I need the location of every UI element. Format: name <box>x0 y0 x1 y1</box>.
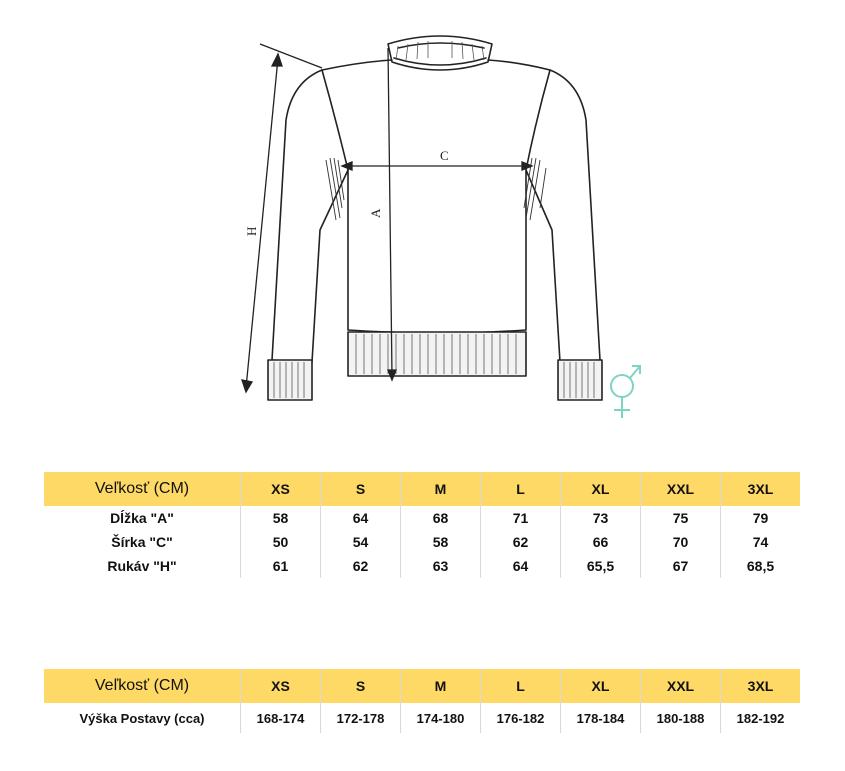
size-header: M <box>401 669 481 703</box>
table-cell: 172-178 <box>321 703 401 733</box>
row-label: Šírka "C" <box>44 530 241 554</box>
sweatshirt-body <box>272 60 600 362</box>
header-label: Veľkosť (CM) <box>44 472 241 506</box>
size-header: XS <box>241 669 321 703</box>
table-row <box>44 554 800 578</box>
table-cell: 174-180 <box>401 703 481 733</box>
height-table <box>44 669 800 733</box>
right-cuff <box>558 360 602 400</box>
table-cell: 79 <box>752 510 769 526</box>
table-cell: 63 <box>401 554 481 578</box>
table-cell: 62 <box>481 530 561 554</box>
table-cell: 180-188 <box>641 703 721 733</box>
measurements-table <box>44 472 800 578</box>
size-header: 3XL <box>721 669 801 703</box>
size-header: XXL <box>641 669 721 703</box>
table-cell: 168-174 <box>241 703 321 733</box>
table-cell: 64 <box>321 506 401 530</box>
table-cell: 70 <box>641 530 721 554</box>
row-label: Dĺžka "A" <box>44 506 241 530</box>
height-header-row <box>44 669 800 703</box>
measure-label-a: A <box>368 208 383 218</box>
table-cell: 182-192 <box>736 710 785 726</box>
male-female-symbol-icon <box>611 366 640 418</box>
table-cell: 58 <box>401 530 481 554</box>
measure-label-h: H <box>244 226 259 236</box>
size-header: XL <box>561 472 641 506</box>
measure-label-c: C <box>440 148 449 163</box>
table-cell: 73 <box>561 506 641 530</box>
table-row <box>44 703 800 733</box>
table-cell: 65,5 <box>561 554 641 578</box>
table-cell: 68 <box>401 506 481 530</box>
row-label: Rukáv "H" <box>44 554 241 578</box>
left-cuff <box>268 360 312 400</box>
table-cell: 71 <box>481 506 561 530</box>
table-cell: 50 <box>241 530 321 554</box>
table-cell: 64 <box>481 554 561 578</box>
table-cell: 54 <box>321 530 401 554</box>
table-cell: 74 <box>752 534 769 550</box>
table-cell: 61 <box>241 554 321 578</box>
table-cell: 176-182 <box>481 703 561 733</box>
table-cell: 68,5 <box>746 558 775 574</box>
size-header: XS <box>241 472 321 506</box>
size-header: 3XL <box>721 472 801 506</box>
table-cell: 67 <box>641 554 721 578</box>
table-row <box>44 530 800 554</box>
header-label: Veľkosť (CM) <box>44 669 241 703</box>
size-header: XL <box>561 669 641 703</box>
table-cell: 178-184 <box>561 703 641 733</box>
size-header: L <box>481 472 561 506</box>
table-cell: 62 <box>321 554 401 578</box>
table-cell: 75 <box>641 506 721 530</box>
table-cell: 66 <box>561 530 641 554</box>
hem-band <box>348 332 526 376</box>
size-header: L <box>481 669 561 703</box>
table-row <box>44 506 800 530</box>
size-header: S <box>321 472 401 506</box>
table-cell: 58 <box>241 506 321 530</box>
measurements-header-row <box>44 472 800 506</box>
row-label: Výška Postavy (cca) <box>44 703 241 733</box>
size-header: M <box>401 472 481 506</box>
size-header: S <box>321 669 401 703</box>
size-header: XXL <box>641 472 721 506</box>
